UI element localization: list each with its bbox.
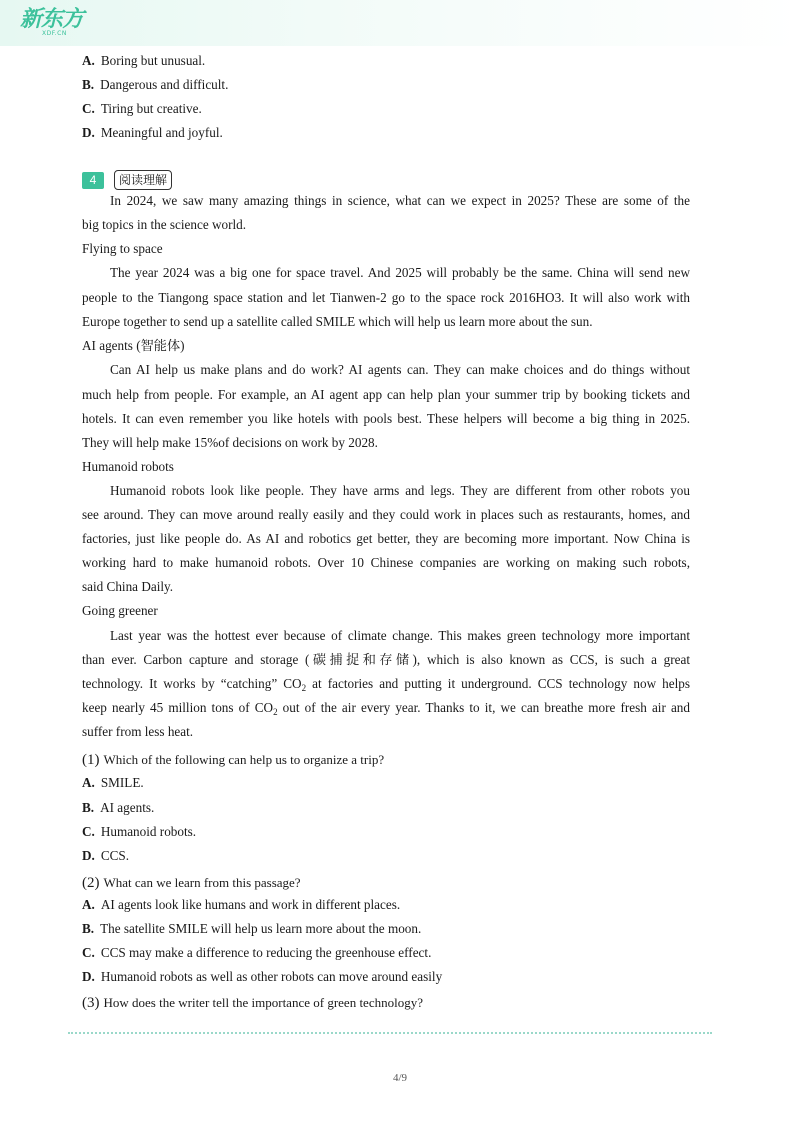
q2-option-b: B. The satellite SMILE will help us learn more about the moon.	[82, 921, 422, 936]
passage-line: Europe together to send up a satellite called SMILE which will help us learn more about the sun.	[82, 314, 593, 329]
passage-line: working hard to make humanoid robots. Over 10 Chinese companies are working on making such robots,	[82, 555, 690, 570]
passage-line: Humanoid robots look like people. They have arms and legs. They are different from other robots you	[110, 483, 690, 498]
q1-option-d: D. CCS.	[82, 848, 130, 863]
logo-subtext: XDF.CN	[42, 30, 67, 37]
sub-question-1: (1) Which of the following can help us to organize a trip?	[82, 752, 385, 768]
prev-option-a: A. Boring but unusual.	[82, 53, 206, 68]
q2-option-c: C. CCS may make a difference to reducing the greenhouse effect.	[82, 945, 432, 960]
q2-option-a: A. AI agents look like humans and work in different places.	[82, 897, 401, 912]
passage-line: hotels. It can even remember you like hotels with pools best. These helpers will become a big thing in 2025.	[82, 411, 690, 426]
passage-line: said China Daily.	[82, 579, 174, 594]
sub-question-2: (2) What can we learn from this passage?	[82, 875, 301, 891]
passage-line: Last year was the hottest ever because of climate change. This makes green technology more important	[110, 628, 690, 643]
section-heading-ai-agents: AI agents (智能体)	[82, 338, 185, 353]
question-number-badge: 4	[82, 172, 104, 189]
passage-line: much help from people. For example, an AI agent app can help plan your summer trip by booking tickets and	[82, 387, 690, 402]
passage-line: technology. It works by “catching” $CO_2$ at factories and putting it underground. CCS technology now helps	[82, 676, 690, 693]
q1-option-b: B. AI agents.	[82, 800, 155, 815]
q1-option-c: C. Humanoid robots.	[82, 824, 197, 839]
q2-option-d: D. Humanoid robots as well as other robots can move around easily	[82, 969, 443, 984]
passage-line: than ever. Carbon capture and storage (碳捕捉和存储), which is also known as CCS, is such a great	[82, 652, 690, 667]
passage-line: Can AI help us make plans and do work? AI agents can. They can make choices and do things without	[110, 362, 690, 377]
passage-line: factories, just like people do. As AI and robotics get better, they are becoming more important. Now China is	[82, 531, 690, 546]
logo-text: 新东方	[20, 7, 84, 32]
passage-line: They will help make 15%of decisions on work by 2028.	[82, 435, 378, 450]
passage-line: big topics in the science world.	[82, 217, 247, 232]
prev-option-d: D. Meaningful and joyful.	[82, 125, 223, 140]
footer-divider	[68, 1032, 712, 1034]
passage-line: people to the Tiangong space station and let Tianwen-2 go to the space rock 2016HO3. It will also work with	[82, 290, 690, 305]
q1-option-a: A. SMILE.	[82, 775, 144, 790]
sub-question-3: (3) How does the writer tell the importance of green technology?	[82, 995, 423, 1011]
passage-line: In 2024, we saw many amazing things in science, what can we expect in 2025? These are some of the	[110, 193, 690, 208]
passage-line: keep nearly 45 million tons of $CO_2$ out of the air every year. Thanks to it, we can breathe more fresh air and	[82, 700, 690, 717]
passage-line: The year 2024 was a big one for space travel. And 2025 will probably be the same. China will send new	[110, 265, 690, 280]
page-number: 4/9	[392, 1072, 408, 1084]
question-type-label: 阅读理解	[114, 170, 172, 190]
prev-option-c: C. Tiring but creative.	[82, 101, 202, 116]
passage-line: see around. They can move around really easily and they could work in places such as restaurants, homes, and	[82, 507, 690, 522]
section-heading-space: Flying to space	[82, 241, 163, 256]
xdf-logo	[20, 9, 90, 41]
passage-line: suffer from less heat.	[82, 724, 194, 739]
header-band	[0, 0, 800, 46]
section-heading-greener: Going greener	[82, 603, 158, 618]
prev-option-b: B. Dangerous and difficult.	[82, 77, 229, 92]
section-heading-robots: Humanoid robots	[82, 459, 174, 474]
